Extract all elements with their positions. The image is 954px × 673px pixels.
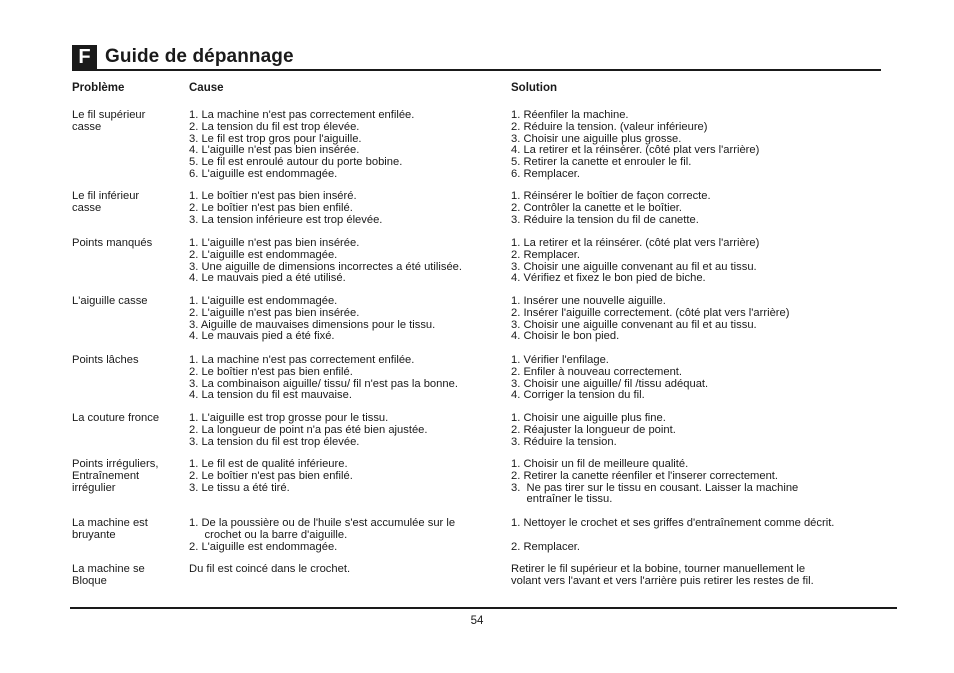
solution-cell-line: 1. Insérer une nouvelle aiguille.	[511, 295, 666, 307]
solution-cell-line: 3. Choisir une aiguille/ fil /tissu adéquat.	[511, 377, 709, 390]
solution-cell-line: 1. Choisir une aiguille plus fine.	[511, 412, 666, 424]
solution-cell-line: 1. Réinsérer le boîtier de façon correcte.	[511, 190, 711, 202]
cause-cell-line: 4. L'aiguille n'est pas bien insérée.	[189, 144, 360, 157]
solution-cell	[511, 564, 896, 588]
cause-cell-line: 4. Le mauvais pied a été utilisé.	[189, 272, 346, 285]
problem-cell-line: casse	[72, 201, 102, 214]
solution-cell-line: 4. Corriger la tension du fil.	[511, 389, 645, 402]
column-header-problem: Problème	[72, 82, 125, 94]
problem-cell	[72, 110, 184, 134]
problem-cell-line: La machine est	[72, 517, 148, 529]
solution-cell-line: 6. Remplacer.	[511, 167, 581, 180]
cause-cell-line: 3. Le tissu a été tiré.	[189, 481, 290, 494]
problem-cell	[72, 518, 184, 542]
section-letter-badge: F	[72, 45, 97, 70]
cause-cell-line: 3. La combinaison aiguille/ tissu/ fil n'est pas la bonne.	[189, 377, 458, 390]
cause-cell-line: 2. L'aiguille est endommagée.	[189, 248, 338, 261]
cause-cell-line: 2. Le boîtier n'est pas bien enfilé.	[189, 365, 353, 378]
cause-cell-line: Du fil est coincé dans le crochet.	[189, 563, 351, 575]
solution-cell	[511, 296, 896, 343]
cause-cell	[189, 191, 507, 226]
solution-cell-line: 4. Choisir le bon pied.	[511, 330, 620, 343]
problem-cell-line: bruyante	[72, 528, 116, 541]
cause-cell-line: 2. La tension du fil est trop élevée.	[189, 120, 360, 133]
cause-cell-line: 1. Le fil est de qualité inférieure.	[189, 458, 348, 470]
problem-cell	[72, 564, 184, 588]
cause-cell-line: 4. Le mauvais pied a été fixé.	[189, 330, 335, 343]
solution-cell-line: 1. Réenfiler la machine.	[511, 109, 629, 121]
problem-cell-line: Le fil inférieur	[72, 190, 140, 202]
cause-cell-line: 1. De la poussière ou de l'huile s'est accumulée sur le	[189, 517, 456, 529]
solution-cell-line: 2. Remplacer.	[511, 540, 581, 553]
cause-cell-line: 4. La tension du fil est mauvaise.	[189, 389, 352, 402]
solution-cell	[511, 355, 896, 402]
solution-cell-line: 1. La retirer et la réinsérer. (côté plat vers l'arrière)	[511, 237, 760, 249]
cause-cell-line: 3. La tension du fil est trop élevée.	[189, 435, 360, 448]
cause-cell-line: 3. Le fil est trop gros pour l'aiguille.	[189, 132, 362, 145]
problem-cell-line: Points irréguliers,	[72, 458, 159, 470]
cause-cell-line: crochet ou la barre d'aiguille.	[189, 528, 348, 541]
cause-cell-line: 1. L'aiguille est endommagée.	[189, 295, 338, 307]
page-title: Guide de dépannage	[105, 46, 294, 67]
cause-cell-line: 2. La longueur de point n'a pas été bien ajustée.	[189, 423, 428, 436]
solution-cell	[511, 110, 896, 181]
problem-cell-line: Le fil supérieur	[72, 109, 146, 121]
cause-cell-line: 3. Une aiguille de dimensions incorrectes a été utilisée.	[189, 260, 463, 273]
cause-cell-line: 1. L'aiguille n'est pas bien insérée.	[189, 237, 360, 249]
solution-cell-line: Retirer le fil supérieur et la bobine, tourner manuellement le	[511, 563, 806, 575]
problem-cell	[72, 191, 184, 215]
cause-cell-line: 1. L'aiguille est trop grosse pour le tissu.	[189, 412, 389, 424]
solution-cell-line: entraîner le tissu.	[511, 493, 613, 506]
solution-cell	[511, 413, 896, 448]
top-divider	[72, 69, 881, 71]
cause-cell-line: 1. La machine n'est pas correctement enfilée.	[189, 109, 415, 121]
solution-cell-line: 2. Enfiler à nouveau correctement.	[511, 365, 683, 378]
bottom-divider	[70, 607, 897, 609]
cause-cell	[189, 459, 507, 494]
solution-cell-line: 1. Nettoyer le crochet et ses griffes d'entraînement comme décrit.	[511, 517, 835, 529]
solution-cell-line: 2. Réduire la tension. (valeur inférieure)	[511, 120, 708, 133]
solution-cell-line: 4. La retirer et la réinsérer. (côté plat vers l'arrière)	[511, 144, 760, 157]
solution-cell-line: 3. Choisir une aiguille convenant au fil et au tissu.	[511, 318, 757, 331]
column-header-solution: Solution	[511, 82, 557, 94]
solution-cell-line	[511, 530, 896, 542]
solution-cell-line: 1. Choisir un fil de meilleure qualité.	[511, 458, 689, 470]
problem-cell-line: La couture fronce	[72, 412, 160, 424]
cause-cell-line: 3. Aiguille de mauvaises dimensions pour le tissu.	[189, 318, 436, 331]
cause-cell-line: 1. Le boîtier n'est pas bien inséré.	[189, 190, 357, 202]
column-header-cause: Cause	[189, 82, 224, 94]
problem-cell-line: Entraînement	[72, 469, 140, 482]
problem-cell-line: casse	[72, 120, 102, 133]
cause-cell-line: 2. Le boîtier n'est pas bien enfilé.	[189, 201, 353, 214]
solution-cell-line: 3. Réduire la tension.	[511, 435, 617, 448]
solution-cell-line: 3. Ne pas tirer sur le tissu en cousant. Laisser la machine	[511, 481, 799, 494]
cause-cell-line: 6. L'aiguille est endommagée.	[189, 167, 338, 180]
solution-cell-line: 3. Réduire la tension du fil de canette.	[511, 213, 699, 226]
cause-cell	[189, 518, 507, 553]
solution-cell-line: 3. Choisir une aiguille convenant au fil et au tissu.	[511, 260, 757, 273]
page-number: 54	[470, 615, 484, 627]
problem-cell	[72, 355, 184, 367]
solution-cell-line: volant vers l'avant et vers l'arrière puis retirer les restes de fil.	[511, 574, 814, 587]
solution-cell	[511, 518, 896, 553]
solution-cell-line: 2. Réajuster la longueur de point.	[511, 423, 676, 436]
problem-cell	[72, 238, 184, 250]
problem-cell-line: Bloque	[72, 574, 107, 587]
cause-cell-line: 1. La machine n'est pas correctement enfilée.	[189, 354, 415, 366]
cause-cell	[189, 238, 507, 285]
cause-cell-line: 5. Le fil est enroulé autour du porte bobine.	[189, 156, 403, 169]
solution-cell-line: 2. Contrôler la canette et le boîtier.	[511, 201, 683, 214]
problem-cell-line: L'aiguille casse	[72, 295, 148, 307]
cause-cell	[189, 355, 507, 402]
solution-cell-line: 2. Retirer la canette réenfiler et l'inserer correctement.	[511, 469, 779, 482]
problem-cell-line: Points manqués	[72, 237, 153, 249]
cause-cell	[189, 110, 507, 181]
solution-cell-line: 4. Vérifiez et fixez le bon pied de biche.	[511, 272, 706, 285]
solution-cell	[511, 459, 896, 506]
solution-cell-line: 1. Vérifier l'enfilage.	[511, 354, 609, 366]
cause-cell-line: 2. L'aiguille est endommagée.	[189, 540, 338, 553]
cause-cell	[189, 564, 507, 576]
solution-cell-line: 3. Choisir une aiguille plus grosse.	[511, 132, 682, 145]
problem-cell-line: irrégulier	[72, 481, 116, 494]
solution-cell	[511, 191, 896, 226]
cause-cell-line: 3. La tension inférieure est trop élevée.	[189, 213, 383, 226]
problem-cell	[72, 413, 184, 425]
solution-cell-line: 2. Insérer l'aiguille correctement. (côté plat vers l'arrière)	[511, 306, 790, 319]
cause-cell	[189, 296, 507, 343]
solution-cell-line: 2. Remplacer.	[511, 248, 581, 261]
cause-cell-line: 2. L'aiguille n'est pas bien insérée.	[189, 306, 360, 319]
problem-cell-line: La machine se	[72, 563, 145, 575]
problem-cell	[72, 296, 184, 308]
cause-cell-line: 2. Le boîtier n'est pas bien enfilé.	[189, 469, 353, 482]
solution-cell	[511, 238, 896, 285]
cause-cell	[189, 413, 507, 448]
section-header	[72, 44, 294, 70]
solution-cell-line: 5. Retirer la canette et enrouler le fil.	[511, 156, 692, 169]
problem-cell-line: Points lâches	[72, 354, 139, 366]
problem-cell	[72, 459, 184, 494]
